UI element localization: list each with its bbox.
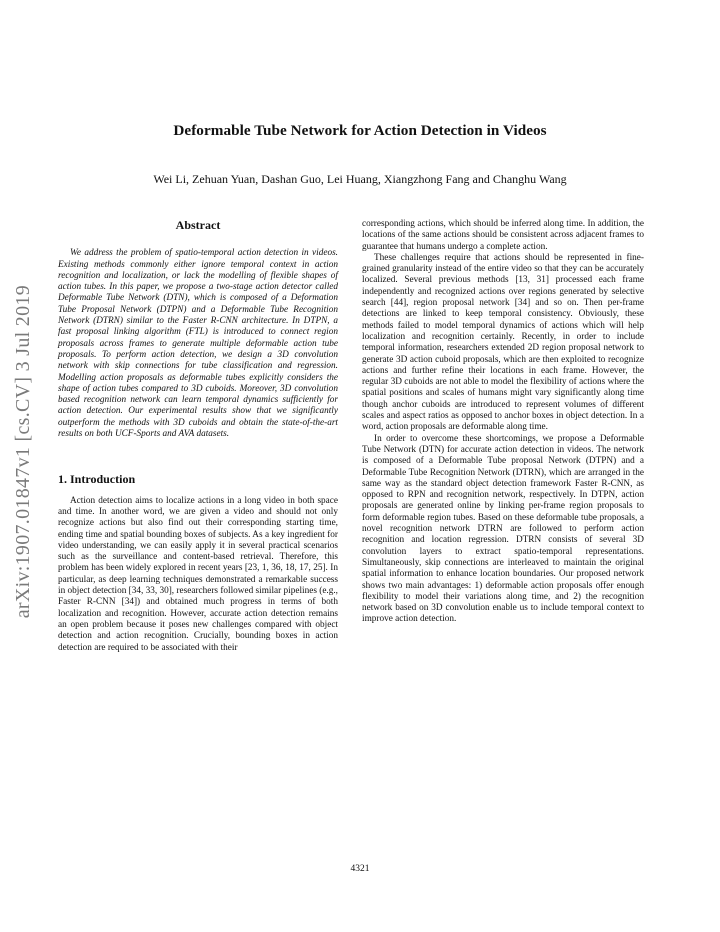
page-number: 4321	[350, 864, 370, 874]
right-column	[362, 219, 644, 626]
introduction-heading: 1. Introduction	[58, 472, 136, 487]
author-list: Wei Li, Zehuan Yuan, Dashan Guo, Lei Huang, Xiangzhong Fang and Changhu Wang	[153, 172, 567, 186]
abstract-text: We address the problem of spatio-temporal action detection in videos. Existing methods commonly either ignore temporal context in action recognition and localization, or lack the modelling of flexible shapes of action tubes. In this paper, we propose a two-stage action detector called Deformable Tube Network (DTN), which is composed of a Deformation Tube Proposal Network (DTPN) and a Deformable Tube Recognition Network (DTRN) similar to the Faster R-CNN architecture. In DTPN, a fast proposal linking algorithm (FTL) is introduced to connect region proposals across frames to generate multiple deformable action tube proposals. To perform action detection, we design a 3D convolution network with skip connections for tube classification and regression. Modelling action proposals as deformable tubes explicitly considers the shape of action tubes compared to 3D cuboids. Moreover, 3D convolution based recognition network can learn temporal dynamics sufficiently for action detection. Our experimental results show that we significantly outperform the methods with 3D cuboids and obtain the state-of-the-art results on both UCF-Sports and AVA datasets.	[58, 248, 338, 440]
left-column	[58, 219, 338, 654]
paper-title: Deformable Tube Network for Action Detection in Videos	[173, 122, 547, 139]
introduction-paragraph-2: These challenges require that actions should be represented in fine-grained granularity instead of the entire video so that they can be accurately localized. Several previous methods [13, 31] processed each frame independently and recognized actions over regions generated by selective search [44], region proposal network [34] and so on. Then per-frame detections are linked to keep temporal consistency. Obviously, these methods failed to model temporal dynamics of actions which will help localization and recognition certainly. Recently, in order to include temporal information, researchers extended 2D region proposal network to generate 3D action cuboid proposals, which are then exploited to recognize actions and further refine their locations in each frame. However, the regular 3D cuboids are not able to model the flexibility of actions where the spatial positions and scales of humans might vary significantly along time though anchor cuboids are introduced to represent volumes of different scales and aspect ratios as opposed to anchor boxes in object detection. In a word, action proposals are deformable along time.	[362, 252, 644, 433]
abstract-heading: Abstract	[175, 218, 221, 232]
introduction-paragraph-3: In order to overcome these shortcomings, we propose a Deformable Tube Network (DTN) for accurate action detection in videos. The network is composed of a Deformable Tube proposal Network (DTPN) and a Deformable Tube Recognition Network (DTRN), which are arranged in the same way as the standard object detection framework Faster R-CNN, as opposed to RPN and recognition network, respectively. In DTPN, action proposals are generated online by linking per-frame region proposals to form deformable region tubes. Based on these deformable tube proposals, a novel recognition network DTRN are followed to perform action recognition and location regression. DTRN consists of several 3D convolution layers to extract spatio-temporal representations. Simultaneously, skip connections are interleaved to maintain the original spatial information to enhance location boundaries. Our proposed network shows two main advantages: 1) deformable action proposals offer enough flexibility to model their variations along time, and 2) the recognition network based on 3D convolution enable us to include temporal context to improve action detection.	[362, 433, 644, 625]
arxiv-identifier: arXiv:1907.01847v1 [cs.CV] 3 Jul 2019	[11, 285, 34, 619]
introduction-paragraph-1: Action detection aims to localize actions in a long video in both space and time. In another word, we are given a video and should not only recognize actions but also find out their corresponding starting time, ending time and spatial bounding boxes of subjects. As a key ingredient for video understanding, we can easily apply it in several practical scenarios such as the surveillance and content-based retrieval. Therefore, this problem has been widely explored in recent years [23, 1, 36, 18, 17, 25]. In particular, as deep learning techniques demonstrated a remarkable success in object detection [34, 33, 30], researchers followed similar pipelines (e.g., Faster R-CNN [34]) and obtained much progress in terms of both localization and recognition. However, accurate action detection remains an open problem because it poses new challenges compared with object detection and action recognition. Crucially, bounding boxes in action detection are required to be associated with their	[58, 495, 338, 653]
introduction-paragraph-1-continued: corresponding actions, which should be inferred along time. In addition, the locations of the same actions should be consistent across adjacent frames to guarantee that humans undergo a complete action.	[362, 219, 644, 252]
arxiv-sidebar	[6, 262, 40, 642]
